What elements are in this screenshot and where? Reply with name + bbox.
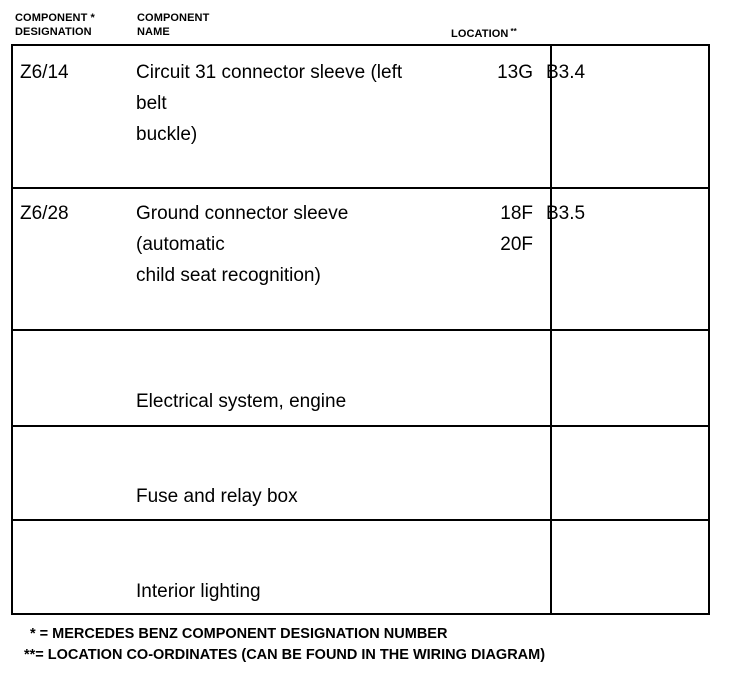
section-heading: Fuse and relay box <box>136 486 298 507</box>
designation-header-line2: DESIGNATION <box>15 26 92 38</box>
location-coordinates <box>453 57 533 88</box>
component-name-line: (automatic <box>136 234 225 255</box>
location-header-mark: ** <box>510 27 517 36</box>
component-designation: Z6/28 <box>20 203 69 224</box>
location-coordinate: 13G <box>497 62 533 83</box>
location-column-header <box>451 25 517 41</box>
location-coordinates <box>453 198 533 260</box>
section-heading: Interior lighting <box>136 581 261 602</box>
component-designation: Z6/14 <box>20 62 69 83</box>
sheet-reference: B3.4 <box>546 62 586 83</box>
location-header-text: LOCATION <box>451 28 509 40</box>
name-header-line2: NAME <box>137 26 170 38</box>
location-coordinate: 18F <box>500 203 533 224</box>
component-name <box>136 198 348 291</box>
row-divider <box>13 187 708 189</box>
component-name-line: buckle) <box>136 124 198 145</box>
designation-header-line1: COMPONENT * <box>15 12 95 24</box>
sheet-reference: B3.5 <box>546 203 586 224</box>
location-coordinate: 20F <box>500 234 533 255</box>
footnote-designation: * = MERCEDES BENZ COMPONENT DESIGNATION NUMBER <box>30 626 448 642</box>
component-table <box>11 44 710 615</box>
component-name-line: Circuit 31 connector sleeve (left <box>136 62 403 83</box>
row-divider <box>13 519 708 521</box>
component-name-line: Ground connector sleeve <box>136 203 349 224</box>
designation-column-header <box>15 11 95 39</box>
section-heading: Electrical system, engine <box>136 391 347 412</box>
name-header-line1: COMPONENT <box>137 12 210 24</box>
footnote-location: **= LOCATION CO-ORDINATES (CAN BE FOUND IN THE WIRING DIAGRAM) <box>24 647 546 663</box>
component-name <box>136 57 402 150</box>
component-name-line: child seat recognition) <box>136 265 321 286</box>
row-divider <box>13 425 708 427</box>
row-divider <box>13 329 708 331</box>
component-name-line: belt <box>136 93 167 114</box>
name-column-header <box>137 11 209 39</box>
